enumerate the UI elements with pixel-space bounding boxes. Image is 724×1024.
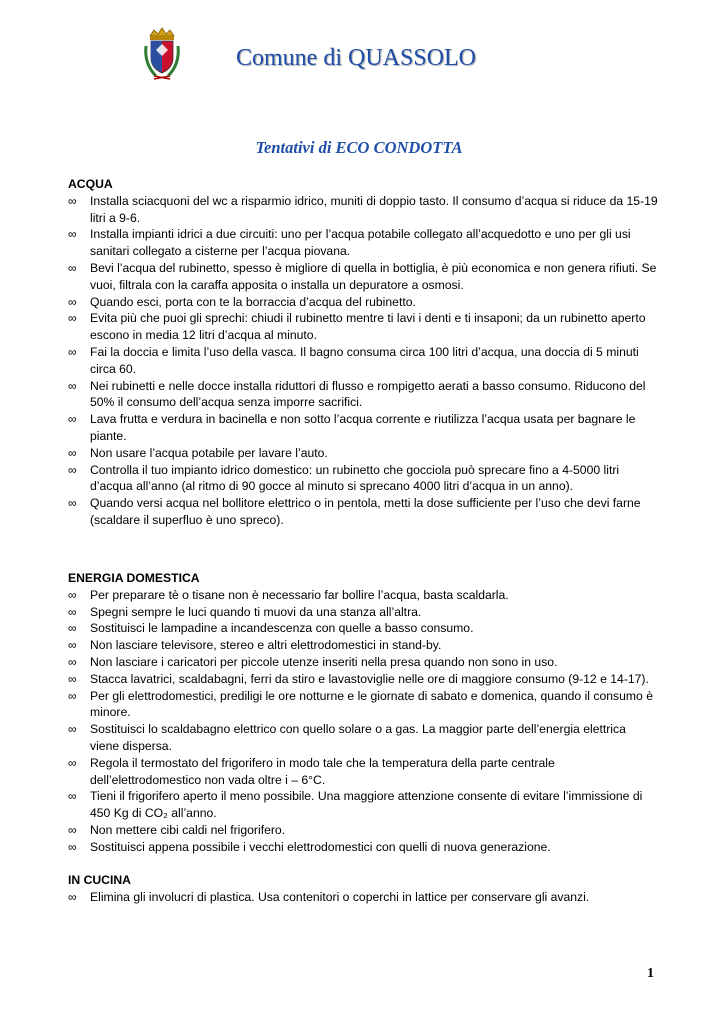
item-list (68, 889, 658, 906)
list-item (68, 637, 658, 654)
item-text: Sostituisci appena possibile i vecchi elettrodomestici con quelli di nuova generazione. (90, 839, 551, 854)
list-item (68, 688, 658, 722)
item-text: Stacca lavatrici, scaldabagni, ferri da stiro e lavastoviglie nelle ore di maggiore consumo (9-12 e 14-17). (90, 671, 649, 686)
section-heading: ACQUA (68, 177, 113, 191)
item-text: Tieni il frigorifero aperto il meno possibile. Una maggiore attenzione consente di evitare l’immissione di 450 Kg di CO₂ all’anno. (90, 789, 643, 821)
bullet-icon: ∞ (68, 445, 77, 460)
item-text: Per gli elettrodomestici, prediligi le ore notturne e le giornate di sabato e domenica, quando il consumo è minore. (90, 688, 653, 720)
bullet-icon: ∞ (68, 294, 77, 309)
list-item (68, 671, 658, 688)
page-number: 1 (647, 966, 654, 981)
list-item (68, 226, 658, 260)
bullet-icon: ∞ (68, 587, 77, 602)
item-text: Bevi l’acqua del rubinetto, spesso è migliore di quella in bottiglia, è più economica e non genera rifiuti. Se vuoi, filtrala con la caraffa apposita o installa un depuratore a osmosi. (90, 260, 657, 292)
item-text: Fai la doccia e limita l’uso della vasca. Il bagno consuma circa 100 litri d’acqua, una doccia di 5 minuti circa 60. (90, 344, 639, 376)
item-text: Per preparare tè o tisane non è necessario far bollire l’acqua, basta scaldarla. (90, 587, 509, 602)
list-item (68, 378, 658, 412)
item-list (68, 587, 658, 856)
list-item (68, 889, 658, 906)
item-text: Regola il termostato del frigorifero in modo tale che la temperatura della parte centrale dell’elettrodomestico non vada oltre i – 6°C. (90, 755, 555, 787)
bullet-icon: ∞ (68, 839, 77, 854)
item-text: Quando versi acqua nel bollitore elettrico o in pentola, metti la dose sufficiente per l’uso che devi farne (scaldare il superfluo è uno spreco). (90, 496, 641, 527)
bullet-icon: ∞ (68, 755, 77, 770)
item-list (68, 193, 658, 529)
document-title (0, 138, 724, 158)
list-item (68, 755, 658, 789)
list-item (68, 822, 658, 839)
list-item (68, 260, 658, 294)
list-item (68, 310, 658, 344)
list-item (68, 294, 658, 311)
bullet-icon: ∞ (68, 496, 77, 511)
bullet-icon: ∞ (68, 311, 77, 326)
item-text: Spegni sempre le luci quando ti muovi da una stanza all’altra. (90, 604, 422, 619)
section-in-cucina (68, 872, 658, 906)
bullet-icon: ∞ (68, 260, 77, 275)
municipal-crest-icon (142, 26, 182, 82)
list-item (68, 587, 658, 604)
list-item (68, 839, 658, 856)
item-text: Non usare l’acqua potabile per lavare l’auto. (90, 445, 328, 460)
bullet-icon: ∞ (68, 227, 77, 242)
list-item (68, 620, 658, 637)
bullet-icon: ∞ (68, 621, 77, 636)
section-heading: ENERGIA DOMESTICA (68, 571, 200, 585)
item-text: Quando esci, porta con te la borraccia d’acqua del rubinetto. (90, 294, 416, 309)
item-text: Lava frutta e verdura in bacinella e non sotto l’acqua corrente e riutilizza l’acqua usata per bagnare le piante. (90, 412, 636, 443)
bullet-icon: ∞ (68, 638, 77, 653)
bullet-icon: ∞ (68, 671, 77, 686)
list-item (68, 721, 658, 755)
bullet-icon: ∞ (68, 604, 77, 619)
item-text: Non mettere cibi caldi nel frigorifero. (90, 822, 286, 837)
bullet-icon: ∞ (68, 688, 77, 703)
bullet-icon: ∞ (68, 889, 77, 904)
list-item (68, 654, 658, 671)
item-text: Installa sciacquoni del wc a risparmio idrico, muniti di doppio tasto. Il consumo d’acqua si riduce da 15-19 litri a 9-6. (90, 193, 658, 225)
bullet-icon: ∞ (68, 378, 77, 393)
bullet-icon: ∞ (68, 462, 77, 477)
list-item (68, 344, 658, 378)
list-item (68, 193, 658, 227)
item-text: Non lasciare i caricatori per piccole utenze inseriti nella presa quando non sono in uso. (90, 654, 558, 669)
item-text: Evita più che puoi gli sprechi: chiudi il rubinetto mentre ti lavi i denti e ti insaponi; da un rubinetto aperto escono in media 12 litri d’acqua al minuto. (90, 311, 646, 343)
bullet-icon: ∞ (68, 654, 77, 669)
bullet-icon: ∞ (68, 822, 77, 837)
item-text: Sostituisci lo scaldabagno elettrico con quello solare o a gas. La maggior parte dell’energia elettrica viene dispersa. (90, 722, 626, 753)
bullet-icon: ∞ (68, 344, 77, 359)
list-item (68, 445, 658, 462)
list-item (68, 411, 658, 445)
item-text: Installa impianti idrici a due circuiti: uno per l’acqua potabile collegato all’acquedotto e uno per gli usi sanitari collegato a cisterne per l’acqua piovana. (90, 227, 631, 259)
municipality-title: Comune di QUASSOLO (236, 45, 477, 71)
item-text: Non lasciare televisore, stereo e altri elettrodomestici in stand-by. (90, 638, 442, 653)
list-item (68, 604, 658, 621)
section-acqua (68, 176, 658, 529)
list-item (68, 495, 658, 529)
bullet-icon: ∞ (68, 722, 77, 737)
section-heading: IN CUCINA (68, 873, 131, 887)
item-text: Controlla il tuo impianto idrico domestico: un rubinetto che gocciola può sprecare fino a 4-5000 litri d’acqua all’anno (al ritmo di 90 gocce al minuto si sprecano 4000 litri d’acqua in un anno). (90, 462, 620, 494)
bullet-icon: ∞ (68, 412, 77, 427)
list-item (68, 462, 658, 496)
item-text: Elimina gli involucri di plastica. Usa contenitori o coperchi in lattice per conservare gli avanzi. (90, 889, 590, 904)
section-energia-domestica (68, 570, 658, 856)
item-text: Sostituisci le lampadine a incandescenza con quelle a basso consumo. (90, 621, 474, 636)
item-text: Nei rubinetti e nelle docce installa riduttori di flusso e rompigetto aerati a basso consumo. Riducono del 50% il consumo dell’acqua senza imporre sacrifici. (90, 378, 646, 410)
document-title-text: Tentativi di ECO CONDOTTA (255, 138, 463, 157)
bullet-icon: ∞ (68, 193, 77, 208)
bullet-icon: ∞ (68, 789, 77, 804)
list-item (68, 788, 658, 822)
